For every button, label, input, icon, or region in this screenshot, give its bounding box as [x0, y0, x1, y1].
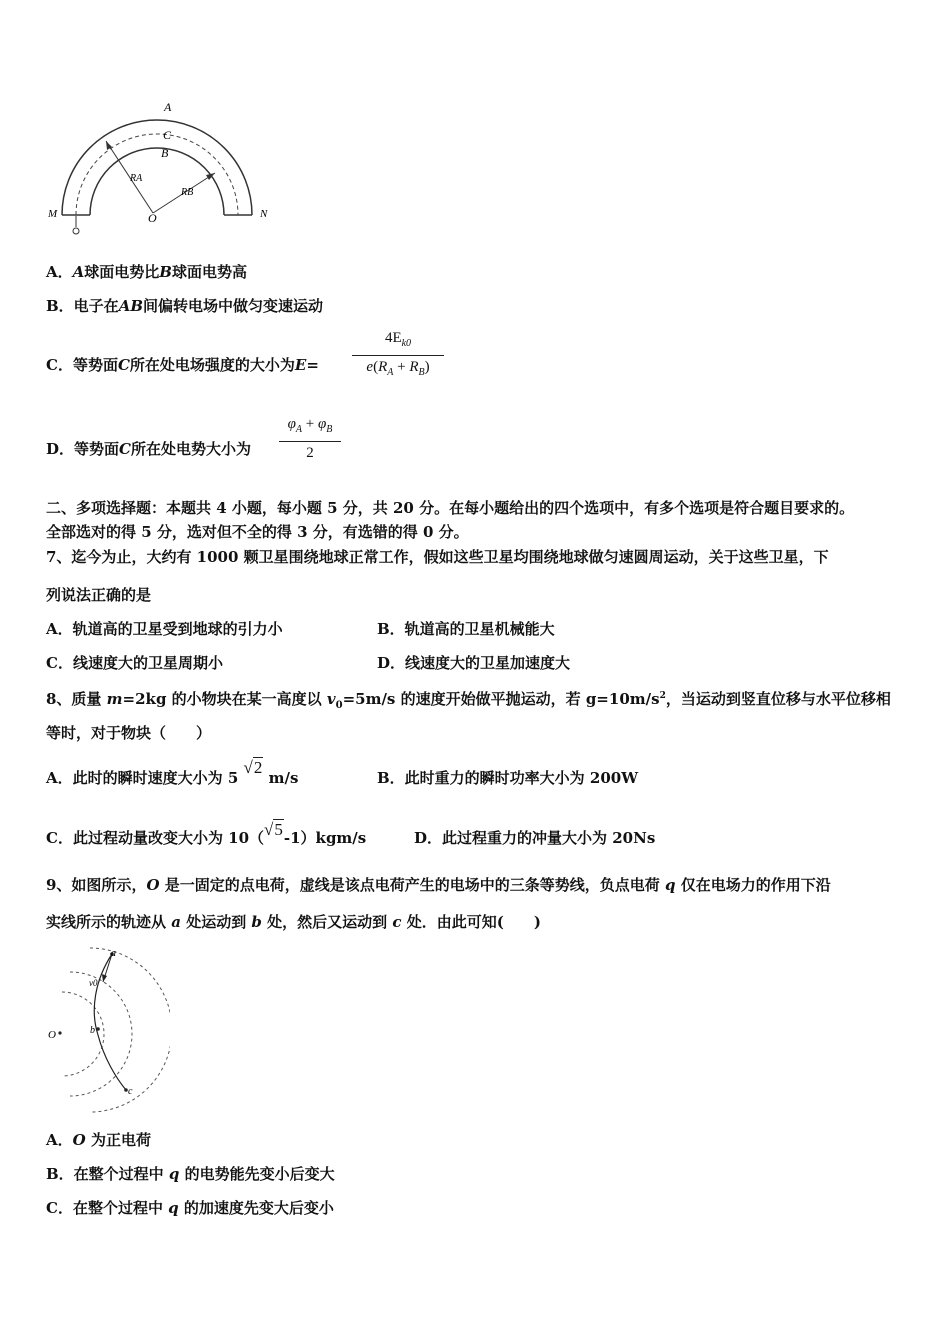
- label-rb: RB: [181, 187, 194, 198]
- q8-option-b: B．此时重力的瞬时功率大小为 200W: [377, 769, 639, 787]
- label-ra: RA: [130, 173, 143, 184]
- q9-stem-line1: 9、如图所示，O 是一固定的点电荷，虚线是该点电荷产生的电场中的三条等势线，负点电荷 q 仅在电场力的作用下沿: [46, 876, 831, 894]
- label-b: b: [90, 1025, 95, 1036]
- label-v0: v0: [89, 978, 98, 988]
- label-c: c: [128, 1086, 133, 1097]
- q7-option-c: C．线速度大的卫星周期小: [46, 654, 223, 672]
- q9-stem-line2: 实线所示的轨迹从 a 处运动到 b 处，然后又运动到 c 处．由此可知( ): [46, 913, 541, 931]
- equipotential-middle: [70, 972, 132, 1096]
- q6-option-b: B．电子在AB间偏转电场中做匀变速运动: [46, 297, 324, 315]
- label-m: M: [48, 208, 58, 220]
- q7-stem-line1: 7、迄今为止，大约有 1000 颗卫星围绕地球正常工作，假如这些卫星均围绕地球做匀速圆周运动，关于这些卫星，下: [46, 548, 829, 566]
- q8-stem-line2: 等时，对于物块（ ）: [46, 724, 212, 742]
- label-a: a: [111, 948, 116, 959]
- label-o: O: [148, 211, 157, 225]
- label-b: B: [161, 146, 169, 160]
- potential-formula: $\varphi_A + \varphi_B$ 2: [279, 414, 341, 463]
- q8-option-c: C．此过程动量改变大小为 10（√5-1）kgm/s: [46, 820, 367, 847]
- q6-option-c: C．等势面C所在处电场强度的大小为E=: [46, 356, 319, 374]
- q6-option-a: A．A球面电势比B球面电势高: [46, 263, 247, 281]
- q7-option-d: D．线速度大的卫星加速度大: [377, 654, 571, 672]
- q9-option-a: A．O 为正电荷: [46, 1131, 151, 1149]
- q8-option-a: A．此时的瞬时速度大小为 5 √2 m/s: [46, 758, 299, 787]
- q8-stem-line1: 8、质量 m=2kg 的小物块在某一高度以 $v_0=5m/s$ 的速度开始做平抛运动，若 $g=10m/s^2$，当运动到竖直位移与水平位移相: [46, 690, 891, 711]
- field-formula: $4E_{k0}$ $e(R_A + R_B)$: [352, 328, 444, 383]
- trajectory-figure: [40, 940, 170, 1115]
- sqrt-symbol: √5: [264, 820, 283, 839]
- q7-option-a: A．轨道高的卫星受到地球的引力小: [46, 620, 283, 638]
- q6-option-d: D．等势面C所在处电势大小为: [46, 440, 251, 458]
- label-a: A: [164, 100, 172, 114]
- section-2-instructions-line1: 二、多项选择题：本题共 4 小题，每小题 5 分，共 20 分。在每小题给出的四个选项中，有多个选项是符合题目要求的。: [46, 499, 855, 517]
- section-2-instructions-line2: 全部选对的得 5 分，选对但不全的得 3 分，有选错的得 0 分。: [46, 523, 469, 541]
- label-o: O: [48, 1029, 56, 1041]
- label-n: N: [260, 208, 268, 220]
- deflector-figure: [40, 95, 280, 245]
- q9-option-c: C．在整个过程中 q 的加速度先变大后变小: [46, 1199, 334, 1217]
- sqrt-symbol: √2: [243, 758, 263, 777]
- q9-option-b: B．在整个过程中 q 的电势能先变小后变大: [46, 1165, 335, 1183]
- label-c: C: [163, 128, 172, 142]
- q7-stem-line2: 列说法正确的是: [46, 586, 152, 604]
- q7-option-b: B．轨道高的卫星机械能大: [377, 620, 555, 638]
- q8-option-d: D．此过程重力的冲量大小为 20Ns: [414, 829, 656, 847]
- inner-arc: [90, 148, 224, 215]
